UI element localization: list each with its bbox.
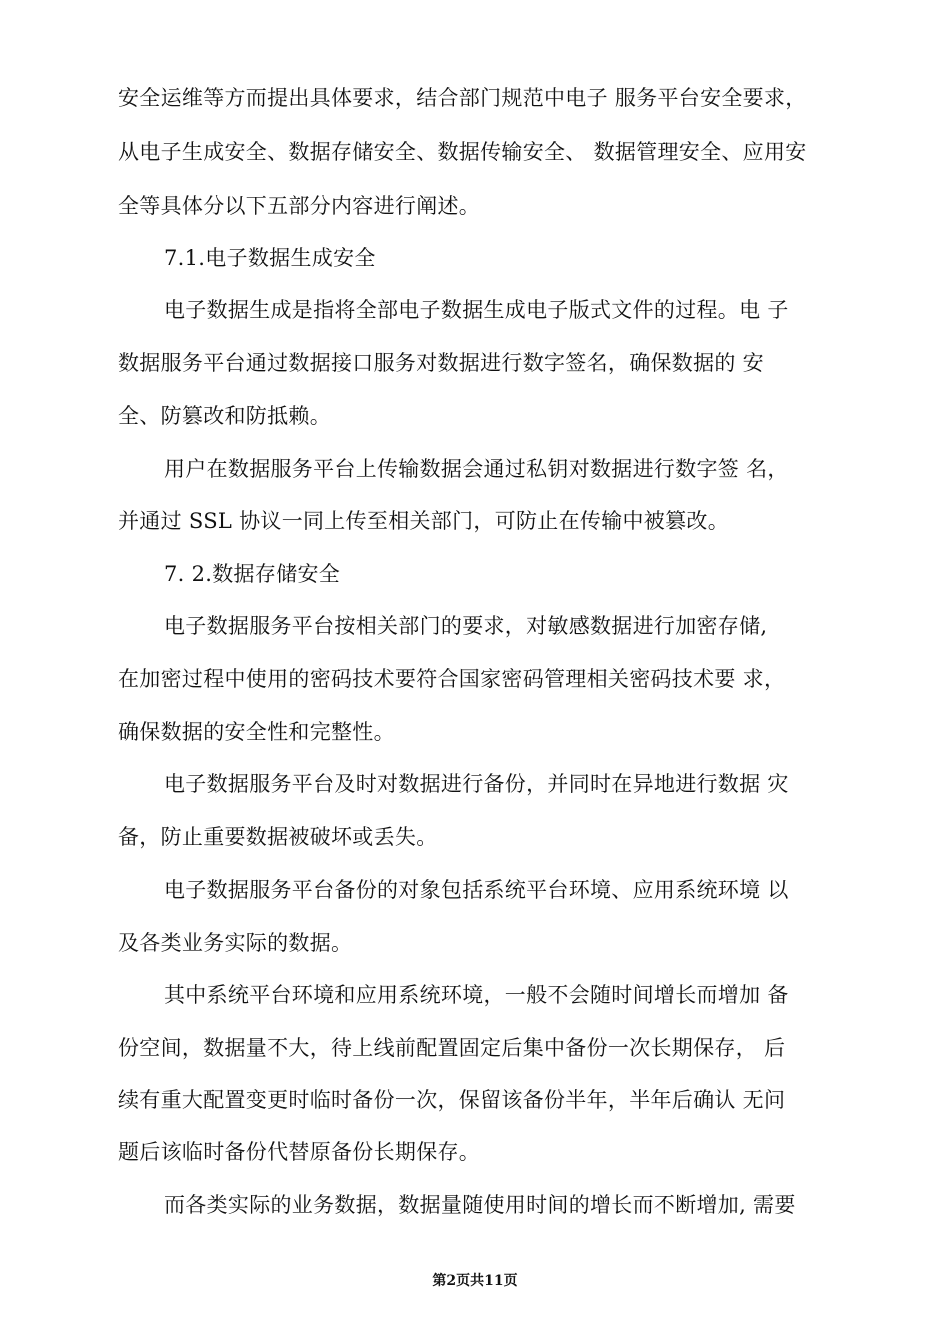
section-heading-7-1: 7.1.电子数据生成安全 xyxy=(164,246,376,270)
text-line-9: 并通过 SSL 协议一同上传至相关部门，可防止在传输中被篡改。 xyxy=(118,509,729,533)
text-line-7: 全、防篡改和防抵赖。 xyxy=(118,404,331,428)
text-line-6: 数据服务平台通过数据接口服务对数据进行数字签名，确保数据的 安 xyxy=(118,351,764,375)
text-line-3: 全等具体分以下五部分内容进行阐述。 xyxy=(118,194,481,218)
text-line-8: 用户在数据服务平台上传输数据会通过私钥对数据进行数字签 名， xyxy=(164,457,789,481)
text-line-2: 从电子生成安全、数据存储安全、数据传输安全、 数据管理安全、应用安 xyxy=(118,140,807,164)
text-line-17: 及各类业务实际的数据。 xyxy=(118,931,353,955)
text-line-18: 其中系统平台环境和应用系统环境，一般不会随时间增长而增加 备 xyxy=(164,983,789,1007)
text-line-22: 而各类实际的业务数据，数据量随使用时间的增长而不断增加, 需要 xyxy=(164,1193,796,1217)
text-line-19: 份空间，数据量不大，待上线前配置固定后集中备份一次长期保存， 后 xyxy=(118,1036,786,1060)
text-line-15: 备，防止重要数据被破坏或丢失。 xyxy=(118,825,438,849)
text-line-20: 续有重大配置变更时临时备份一次，保留该备份半年，半年后确认 无问 xyxy=(118,1088,786,1112)
text-line-1: 安全运维等方而提出具体要求，结合部门规范中电子 服务平台安全要求， xyxy=(118,86,807,110)
text-line-14: 电子数据服务平台及时对数据进行备份，并同时在异地进行数据 灾 xyxy=(164,772,789,796)
text-line-5: 电子数据生成是指将全部电子数据生成电子版式文件的过程。电 子 xyxy=(164,298,789,322)
section-heading-7-2: 7. 2.数据存储安全 xyxy=(164,562,341,586)
text-line-11: 电子数据服务平台按相关部门的要求，对敏感数据进行加密存储, xyxy=(164,614,768,638)
text-line-21: 题后该临时备份代替原备份长期保存。 xyxy=(118,1140,481,1164)
page-number-footer: 第2页共11页 xyxy=(432,1273,518,1289)
text-line-16: 电子数据服务平台备份的对象包括系统平台环境、应用系统环境 以 xyxy=(164,878,789,902)
text-line-12: 在加密过程中使用的密码技术要符合国家密码管理相关密码技术要 求， xyxy=(118,667,786,691)
text-line-13: 确保数据的安全性和完整性。 xyxy=(118,720,395,744)
